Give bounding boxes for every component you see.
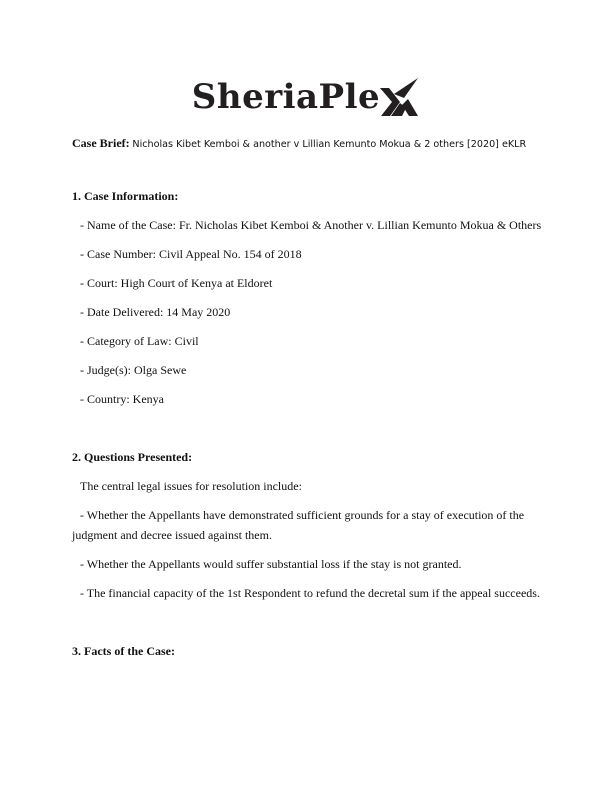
- case-brief-label: Case Brief:: [72, 136, 130, 150]
- questions-intro: The central legal issues for resolution include:: [80, 479, 302, 493]
- question-item-loss: - Whether the Appellants would suffer substantial loss if the stay is not granted.: [80, 557, 462, 571]
- case-info-item-date: - Date Delivered: 14 May 2020: [80, 305, 231, 319]
- x-mark-icon: [378, 72, 420, 122]
- case-info-item-court: - Court: High Court of Kenya at Eldoret: [80, 276, 273, 290]
- case-info-item-number: - Case Number: Civil Appeal No. 154 of 2018: [80, 247, 302, 261]
- case-info-item-category: - Category of Law: Civil: [80, 334, 199, 348]
- case-info-item-name: - Name of the Case: Fr. Nicholas Kibet Kemboi & Another v. Lillian Kemunto Mokua & Others: [80, 218, 542, 232]
- document-body: [72, 186, 542, 661]
- sheriaplex-logo: [0, 72, 612, 122]
- case-brief-title: Nicholas Kibet Kemboi & another v Lillian Kemunto Mokua & 2 others [2020] eKLR: [132, 139, 527, 150]
- question-item-capacity: - The financial capacity of the 1st Respondent to refund the decretal sum if the appeal succeeds.: [80, 586, 540, 600]
- section-heading-case-information: 1. Case Information:: [72, 189, 179, 203]
- case-brief-line: [72, 136, 526, 151]
- section-heading-questions-presented: 2. Questions Presented:: [72, 450, 193, 464]
- case-info-item-judges: - Judge(s): Olga Sewe: [80, 363, 187, 377]
- logo-text: SheriaPle: [191, 77, 381, 117]
- question-item-stay: - Whether the Appellants have demonstrated sufficient grounds for a stay of execution of the judgment and decree issued against them.: [72, 508, 525, 542]
- case-info-item-country: - Country: Kenya: [80, 392, 164, 406]
- section-heading-facts: 3. Facts of the Case:: [72, 644, 175, 658]
